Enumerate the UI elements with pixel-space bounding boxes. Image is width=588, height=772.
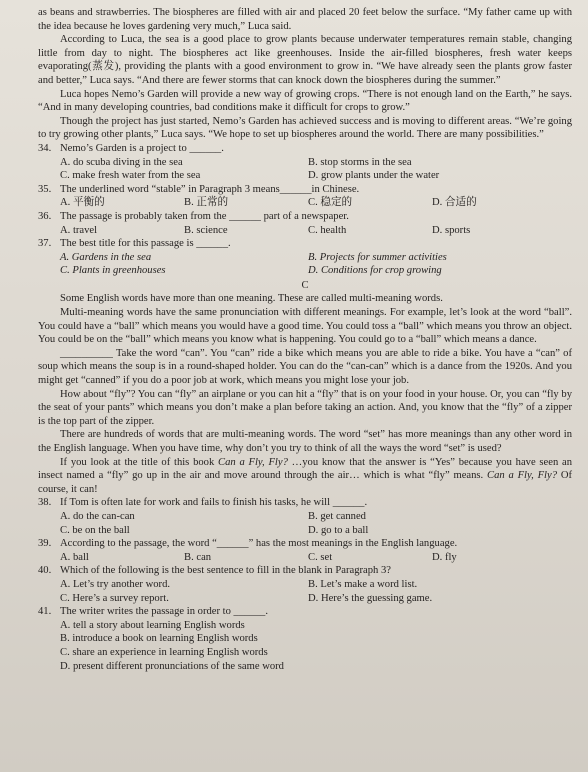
- question-stem: The underlined word “stable” in Paragraph 3 means______in Chinese.: [60, 183, 360, 195]
- option-c: C. 稳定的: [308, 197, 353, 209]
- option-a: A. tell a story about learning English words: [60, 619, 245, 631]
- question-35: [38, 183, 572, 210]
- question-stem: According to the passage, the word “______” has the most meanings in the English language.: [60, 538, 458, 550]
- option-c: C. set: [308, 551, 333, 563]
- option-c: C. Plants in greenhouses: [60, 265, 166, 277]
- passage-c-paragraph: Multi-meaning words have the same pronunciation with different meanings. For example, let’s look at the word “ball”. You could have a “ball” which means you would have a good time. You could toss a “ball” which means you throw an object. You could be on the “ball” which means you know what is happening. You could go to a “ball” which means a dance.: [38, 307, 572, 346]
- option-d: D. present different pronunciations of the same word: [60, 660, 284, 672]
- option-a: A. do scuba diving in the sea: [60, 156, 183, 168]
- passage-c-paragraph: __________ Take the word “can”. You “can” ride a bike which means you are able to ride a bike. You have a “can” of soup which means the soup is in a round-shaped holder. You can do the “can-can” which is a dance from the 1920s. And you might get “canned” if you do a poor job at work, which means you might lose your job.: [38, 347, 572, 387]
- question-stem: If Tom is often late for work and fails to finish his tasks, he will ______.: [60, 497, 368, 509]
- question-36: [38, 210, 572, 237]
- question-number: 38.: [38, 497, 52, 509]
- option-c: C. make fresh water from the sea: [60, 170, 201, 182]
- option-d: D. Here’s the guessing game.: [308, 592, 433, 604]
- option-c: C. Here’s a survey report.: [60, 592, 169, 604]
- option-a: A. travel: [60, 224, 98, 236]
- question-37: [38, 237, 572, 278]
- paragraph-blank: __________: [60, 347, 113, 359]
- passage-b-paragraph: Luca hopes Nemo’s Garden will provide a new way of growing crops. “There is not enough land on the Earth,” he says. “And in many developing countries, bad conditions make it difficult for crops to grow.”: [38, 88, 572, 114]
- question-stem: The writer writes the passage in order to ______.: [60, 606, 268, 618]
- book-title: Can a Fly, Fly?: [218, 456, 288, 468]
- option-d: D. 合适的: [432, 197, 477, 209]
- question-number: 41.: [38, 606, 52, 618]
- question-40: [38, 564, 572, 605]
- question-number: 35.: [38, 183, 52, 195]
- passage-b-paragraph: According to Luca, the sea is a good place to grow plants because underwater temperatures remain stable, changing little from day to night. The biospheres act like greenhouses. Inside the air-filled biospheres, fresh water keeps evaporating(蒸发), providing the plants with a good environment to grow in. “We have already seen the plants grow faster and better,” Luca says. “And there are fewer storms that can knock down the biospheres during the summer.”: [38, 34, 572, 86]
- question-stem: The passage is probably taken from the ______ part of a newspaper.: [60, 210, 349, 222]
- option-d: D. go to a ball: [308, 524, 369, 536]
- option-c: C. health: [308, 224, 347, 236]
- question-38: [38, 496, 572, 537]
- question-stem: The best title for this passage is ______.: [60, 238, 231, 250]
- passage-c-paragraph: Some English words have more than one meaning. These are called multi-meaning words.: [60, 293, 443, 305]
- option-b: B. get canned: [308, 510, 366, 522]
- option-c: C. be on the ball: [60, 524, 130, 536]
- passage-b-paragraph: Though the project has just started, Nemo’s Garden has achieved success and is moving to different areas. “We’re going to try growing other plants,” Luca says. “We hope to set up biospheres around the world. There are many possibilities.”: [38, 115, 572, 141]
- question-39: [38, 537, 572, 564]
- option-d: D. Conditions for crop growing: [308, 265, 442, 277]
- question-number: 39.: [38, 538, 52, 550]
- option-c: C. share an experience in learning English words: [60, 646, 268, 658]
- option-b: B. science: [184, 224, 228, 236]
- passage-b-paragraph: as beans and strawberries. The biospheres are filled with air and placed 20 feet below the surface. “My father came up with the idea because he loves gardening very much,” Luca said.: [38, 7, 572, 32]
- question-41: [38, 605, 572, 673]
- option-a: A. Let’s try another word.: [60, 578, 171, 590]
- option-d: D. grow plants under the water: [308, 170, 440, 182]
- book-title: Can a Fly, Fly?: [487, 470, 557, 482]
- option-a: A. 平衡的: [60, 197, 105, 209]
- option-a: A. do the can-can: [60, 510, 135, 522]
- option-d: D. fly: [432, 551, 457, 563]
- question-number: 36.: [38, 210, 52, 222]
- option-b: B. 正常的: [184, 197, 229, 209]
- question-number: 40.: [38, 565, 52, 577]
- option-b: B. stop storms in the sea: [308, 156, 412, 168]
- option-d: D. sports: [432, 224, 471, 236]
- option-b: B. can: [184, 551, 212, 563]
- option-a: A. ball: [60, 551, 89, 563]
- question-34: [38, 142, 572, 183]
- option-b: B. Let’s make a word list.: [308, 578, 418, 590]
- question-stem: Which of the following is the best sentence to fill in the blank in Paragraph 3?: [60, 565, 391, 577]
- question-number: 37.: [38, 238, 52, 250]
- passage-c-paragraph: If you look at the title of this book Can a Fly, Fly? …you know that the answer is “Yes” because you have seen an insect named a “fly” go up in the air and move around through the air… which is what “fly” means. Can a Fly, Fly? Of course, it can!: [38, 456, 572, 495]
- passage-c-paragraph: How about “fly”? You can “fly” an airplane or you can hit a “fly” that is on your food in your house. Or, you can “fly by the seat of your pants” which means you don’t make a plan before taking an action. And, you know that the “fly” of a zipper is the top part of the zipper.: [38, 388, 572, 427]
- section-heading: C: [301, 279, 309, 291]
- question-number: 34.: [38, 142, 52, 154]
- passage-c-paragraph: There are hundreds of words that are multi-meaning words. The word “set” has more meanings than any other word in the English language. When you have time, why don’t you try to think of all the ways the word “set” is used?: [38, 429, 572, 454]
- option-b: B. Projects for summer activities: [308, 251, 447, 263]
- option-b: B. introduce a book on learning English words: [60, 633, 258, 645]
- question-stem: Nemo’s Garden is a project to ______.: [60, 142, 224, 154]
- page-content: [38, 6, 572, 673]
- option-a: A. Gardens in the sea: [60, 251, 152, 263]
